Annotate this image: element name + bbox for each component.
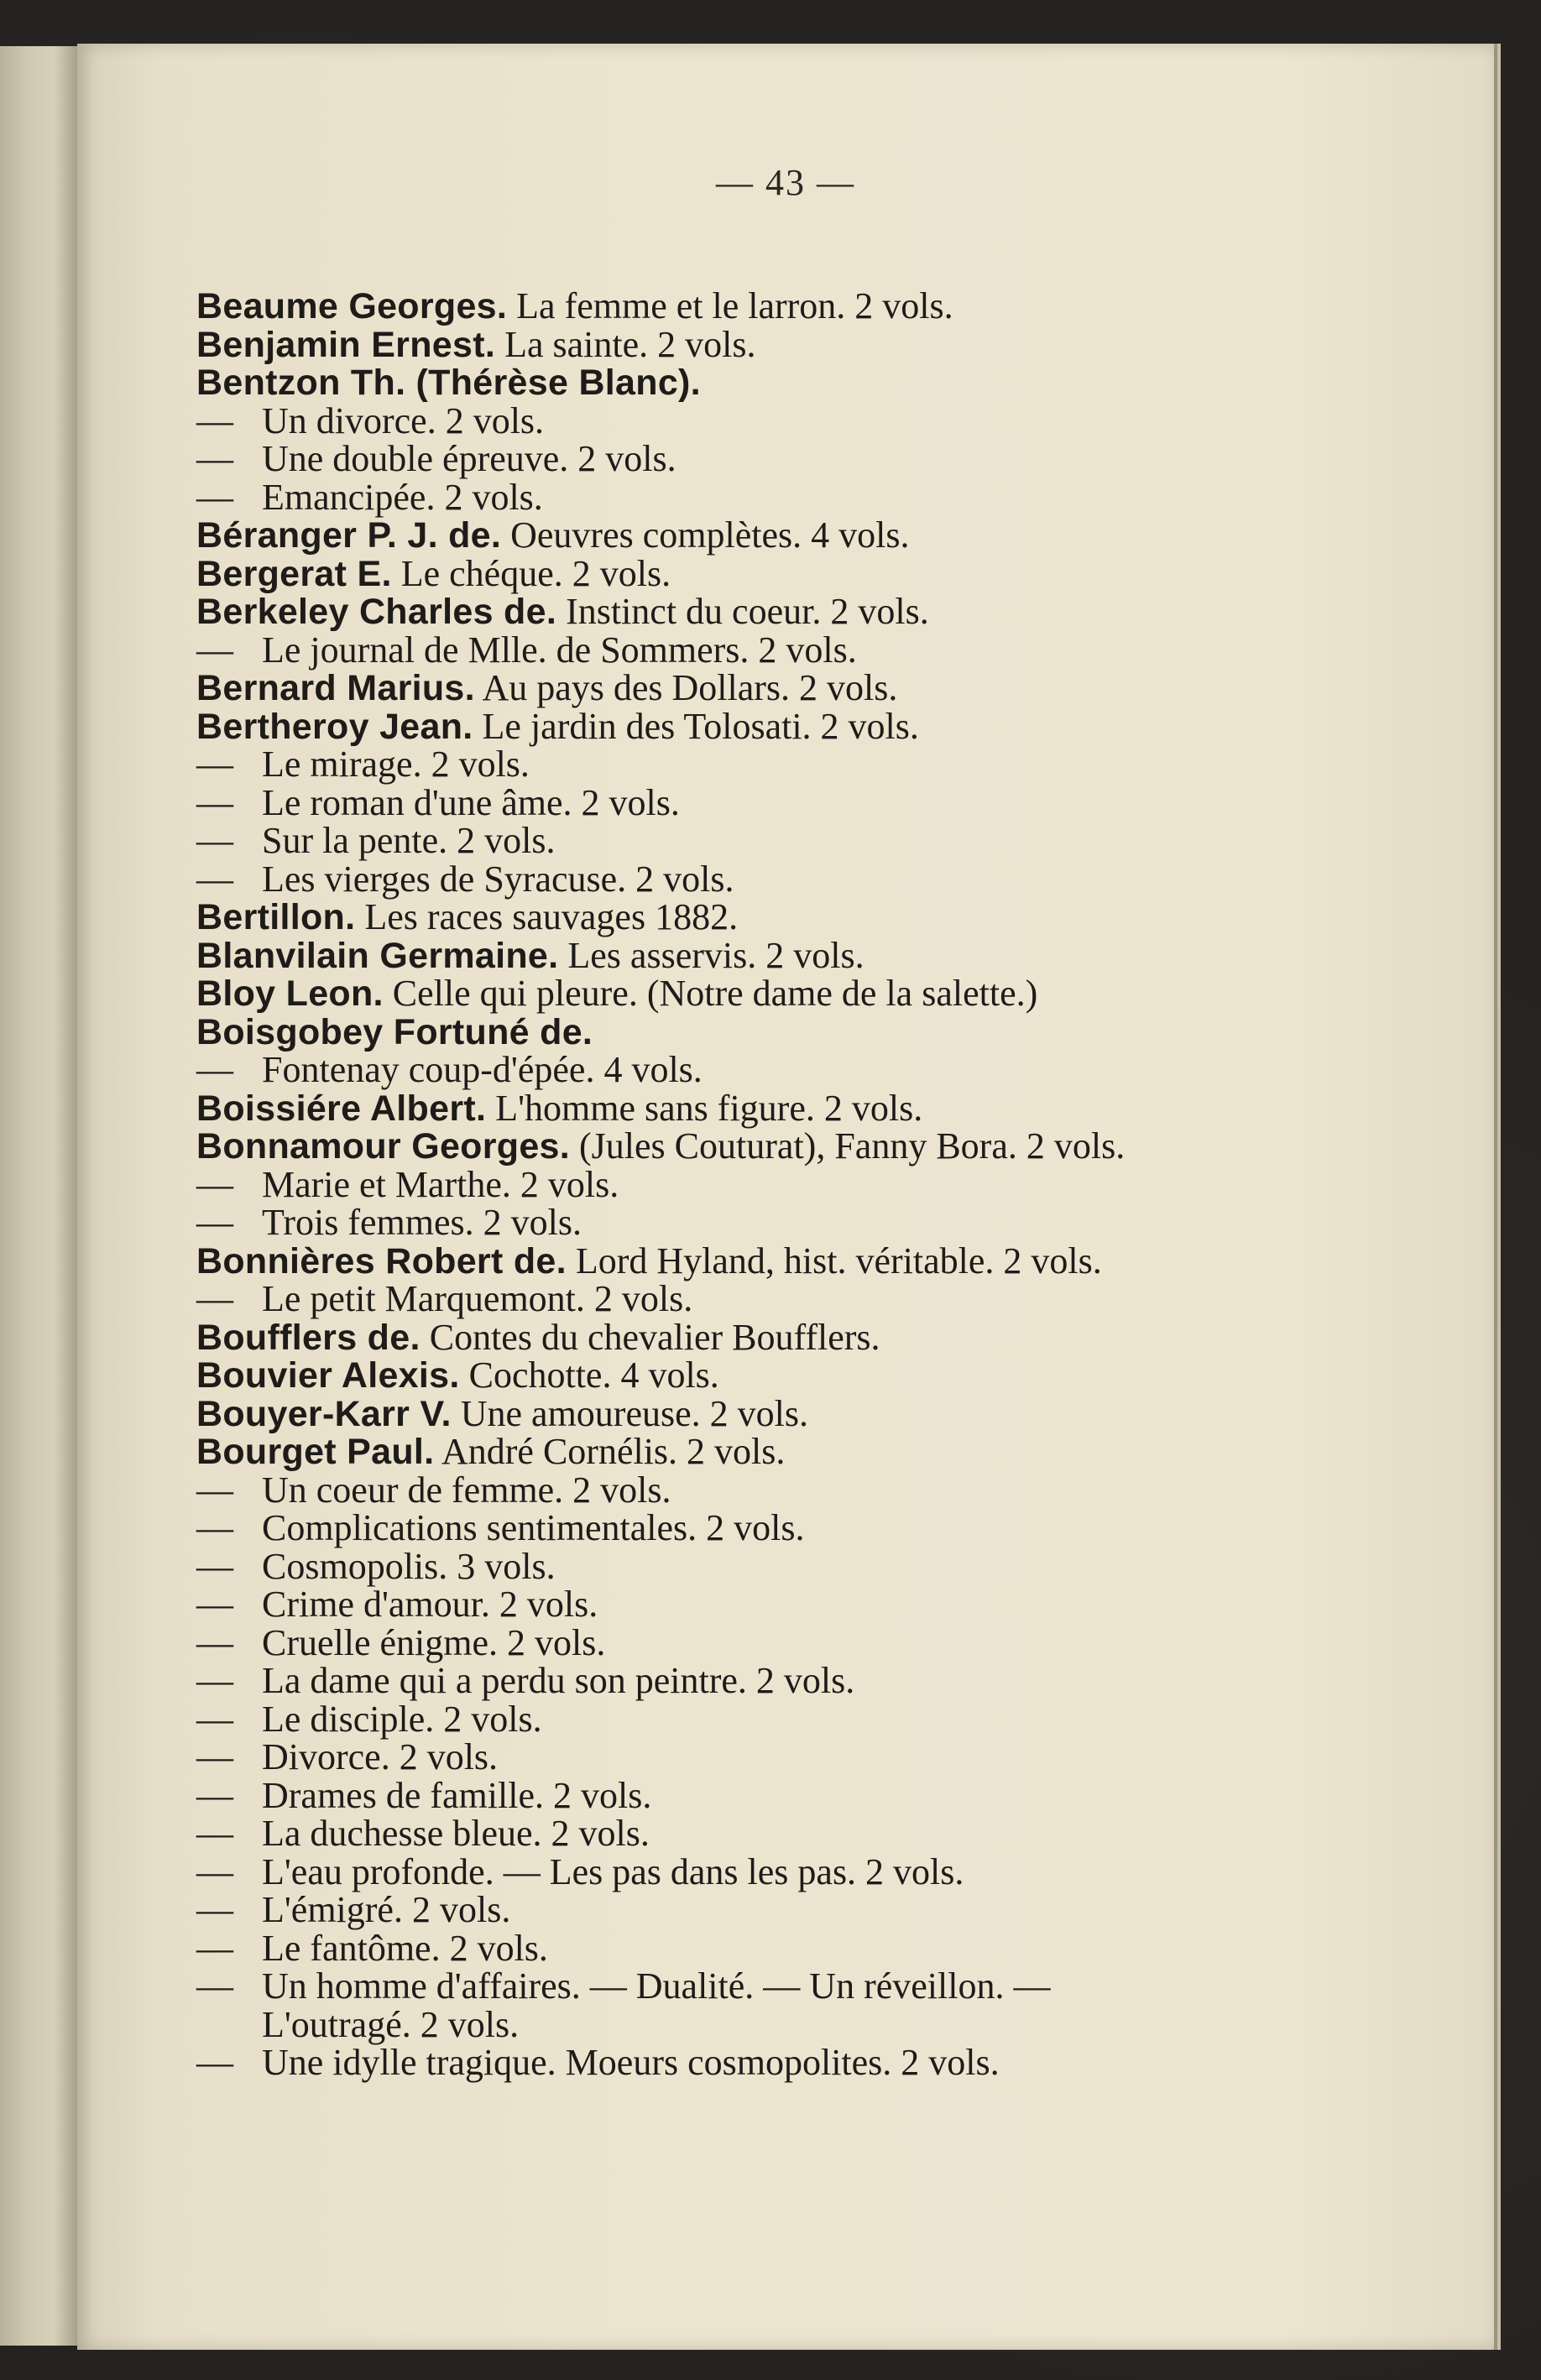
entry-title: Le journal de Mlle. de Sommers. 2 vols.: [262, 629, 857, 671]
entry-line: [196, 1585, 1455, 1624]
entry-title: Contes du chevalier Boufflers.: [420, 1316, 880, 1358]
entry-title: L'homme sans figure. 2 vols.: [486, 1087, 923, 1129]
entry-title: Le jardin des Tolosati. 2 vols.: [473, 705, 919, 747]
entry-title: L'émigré. 2 vols.: [262, 1889, 511, 1930]
continuation-dash: —: [196, 476, 233, 518]
entry-title: La duchesse bleue. 2 vols.: [262, 1813, 650, 1854]
entry-title: Trois femmes. 2 vols.: [262, 1202, 582, 1243]
entry-title: Cochotte. 4 vols.: [459, 1354, 719, 1396]
continuation-dash: —: [196, 1469, 233, 1511]
entry-line: [196, 1433, 1455, 1471]
entry-title: Le fantôme. 2 vols.: [262, 1927, 548, 1969]
entry-line: [196, 1891, 1455, 1929]
author-name: Bertillon.: [196, 897, 356, 937]
author-name: Bouvier Alexis.: [196, 1355, 460, 1396]
continuation-dash: —: [196, 1927, 233, 1969]
entry-title: Le petit Marquemont. 2 vols.: [262, 1278, 693, 1319]
entry-title: Une amoureuse. 2 vols.: [451, 1392, 808, 1434]
continuation-dash: —: [196, 1507, 233, 1548]
author-name: Bonnamour Georges.: [196, 1126, 571, 1167]
entry-line-continuation: [196, 2003, 1455, 2045]
entry-title: Crime d'amour. 2 vols.: [262, 1584, 598, 1625]
entry-title: Marie et Marthe. 2 vols.: [262, 1163, 619, 1205]
continuation-dash: —: [196, 438, 233, 479]
author-name: Bouyer-Karr V.: [196, 1393, 452, 1434]
continuation-dash: —: [196, 1736, 233, 1777]
author-name: Boisgobey Fortuné de.: [196, 1011, 593, 1052]
entry-line: [196, 1509, 1455, 1548]
entry-line: [196, 1318, 1455, 1357]
author-name: Bernard Marius.: [196, 668, 475, 708]
entry-line: [196, 1280, 1455, 1318]
entry-title: Sur la pente. 2 vols.: [262, 820, 556, 861]
continuation-dash: —: [196, 1049, 233, 1090]
entry-title: Cruelle énigme. 2 vols.: [262, 1621, 606, 1663]
entry-line: [196, 399, 1455, 441]
author-name: Bloy Leon.: [196, 973, 384, 1014]
entry-line: [196, 287, 1455, 326]
continuation-dash: —: [196, 629, 233, 671]
author-name: Bergerat E.: [196, 553, 392, 594]
entry-line: [196, 1738, 1455, 1777]
entry-title: André Cornélis. 2 vols.: [434, 1431, 786, 1472]
catalog-entries: [196, 287, 1455, 2082]
entry-title: Lord Hyland, hist. véritable. 2 vols.: [566, 1240, 1102, 1281]
entry-line: [196, 1163, 1455, 1205]
entry-line: [196, 631, 1455, 670]
entry-line: [196, 1127, 1455, 1166]
entry-title: La femme et le larron. 2 vols.: [507, 285, 953, 326]
entry-line: [196, 974, 1455, 1013]
entry-line: [196, 707, 1455, 746]
entry-line: [196, 1392, 1455, 1434]
entry-line: [196, 1967, 1455, 2006]
entry-title: Un coeur de femme. 2 vols.: [262, 1469, 671, 1511]
entry-line: [196, 860, 1455, 899]
entry-line: [196, 1051, 1455, 1089]
entry-line: [196, 822, 1455, 860]
author-name: Boissiére Albert.: [196, 1088, 487, 1129]
continuation-dash: —: [196, 1278, 233, 1319]
entry-line: [196, 478, 1455, 517]
continuation-dash: —: [196, 1698, 233, 1740]
entry-title: L'outragé. 2 vols.: [262, 2003, 520, 2045]
continuation-dash: —: [196, 858, 233, 900]
continuation-dash: —: [196, 1202, 233, 1243]
entry-line: [196, 1471, 1455, 1510]
entry-line: [196, 1774, 1455, 1816]
entry-title: Le roman d'une âme. 2 vols.: [262, 781, 680, 823]
author-name: Berkeley Charles de.: [196, 592, 557, 632]
entry-title: Drames de famille. 2 vols.: [262, 1774, 652, 1816]
entry-line: [196, 1700, 1455, 1739]
entry-line: [196, 1013, 1455, 1052]
entry-title: Un divorce. 2 vols.: [262, 399, 545, 441]
left-page-edge: [0, 46, 77, 2346]
entry-title: La sainte. 2 vols.: [495, 323, 756, 365]
entry-title: Une double épreuve. 2 vols.: [262, 438, 676, 479]
entry-line: [196, 323, 1455, 365]
entry-title: Emancipée. 2 vols.: [262, 476, 543, 518]
entry-line: [196, 934, 1455, 976]
entry-title: Une idylle tragique. Moeurs cosmopolites. 2 vols.: [262, 2042, 1000, 2083]
continuation-dash: —: [196, 1584, 233, 1625]
entry-title: Divorce. 2 vols.: [262, 1736, 499, 1777]
continuation-dash: —: [196, 744, 233, 785]
continuation-dash: —: [196, 1163, 233, 1205]
continuation-dash: —: [196, 1965, 233, 2007]
author-name: Bertheroy Jean.: [196, 706, 473, 747]
entry-title: Un homme d'affaires. — Dualité. — Un réveillon. —: [262, 1965, 1051, 2007]
book-page: [77, 44, 1494, 2350]
entry-line: [196, 898, 1455, 937]
entry-line: [196, 745, 1455, 784]
entry-line: [196, 592, 1455, 631]
continuation-dash: —: [196, 781, 233, 823]
entry-line: [196, 440, 1455, 478]
author-name: Bentzon Th. (Thérèse Blanc).: [196, 363, 701, 403]
entry-title: Fontenay coup-d'épée. 4 vols.: [262, 1049, 703, 1090]
entry-line: [196, 1203, 1455, 1242]
entry-line: [196, 1089, 1455, 1128]
continuation-dash: —: [196, 1774, 233, 1816]
entry-line: [196, 2043, 1455, 2082]
author-name: Beaume Georges.: [196, 286, 508, 326]
entry-line: [196, 552, 1455, 594]
continuation-dash: —: [196, 820, 233, 861]
entry-title: (Jules Couturat), Fanny Bora. 2 vols.: [570, 1125, 1126, 1167]
entry-line: [196, 1621, 1455, 1663]
continuation-dash: —: [196, 1889, 233, 1930]
continuation-dash: —: [196, 1545, 233, 1587]
entry-line: [196, 1814, 1455, 1853]
continuation-dash: —: [196, 1621, 233, 1663]
author-name: Bonnières Robert de.: [196, 1240, 567, 1281]
entry-title: La dame qui a perdu son peintre. 2 vols.: [262, 1660, 855, 1701]
entry-line: [196, 781, 1455, 823]
continuation-dash: —: [196, 399, 233, 441]
page-number: — 43 —: [716, 162, 855, 203]
entry-title: Les races sauvages 1882.: [355, 896, 739, 937]
entry-line: [196, 1929, 1455, 1968]
author-name: Boufflers de.: [196, 1317, 421, 1358]
entry-title: Le chéque. 2 vols.: [391, 552, 671, 594]
entry-title: Les vierges de Syracuse. 2 vols.: [262, 858, 734, 900]
entry-line: [196, 363, 1455, 402]
author-name: Benjamin Ernest.: [196, 324, 496, 365]
author-name: Blanvilain Germaine.: [196, 935, 559, 976]
entry-title: Le mirage. 2 vols.: [262, 744, 530, 785]
entry-title: Oeuvres complètes. 4 vols.: [501, 514, 910, 556]
continuation-dash: —: [196, 1813, 233, 1854]
entry-line: [196, 1545, 1455, 1587]
entry-title: Instinct du coeur. 2 vols.: [556, 591, 929, 632]
continuation-dash: —: [196, 1850, 233, 1892]
entry-title: Les asservis. 2 vols.: [558, 934, 865, 976]
entry-title: Complications sentimentales. 2 vols.: [262, 1507, 805, 1548]
entry-line: [196, 1662, 1455, 1700]
author-name: Béranger P. J. de.: [196, 515, 502, 556]
entry-title: L'eau profonde. — Les pas dans les pas. 2 vols.: [262, 1850, 964, 1892]
entry-line: [196, 1850, 1455, 1892]
entry-title: Cosmopolis. 3 vols.: [262, 1545, 556, 1587]
entry-line: [196, 1242, 1455, 1281]
entry-line: [196, 669, 1455, 707]
entry-line: [196, 516, 1455, 555]
entry-title: Celle qui pleure. (Notre dame de la salette.): [383, 973, 1038, 1014]
author-name: Bourget Paul.: [196, 1432, 435, 1472]
entry-title: Au pays des Dollars. 2 vols.: [474, 667, 898, 708]
continuation-dash: —: [196, 1660, 233, 1701]
entry-line: [196, 1356, 1455, 1395]
entry-title: Le disciple. 2 vols.: [262, 1698, 542, 1740]
continuation-dash: —: [196, 2042, 233, 2083]
